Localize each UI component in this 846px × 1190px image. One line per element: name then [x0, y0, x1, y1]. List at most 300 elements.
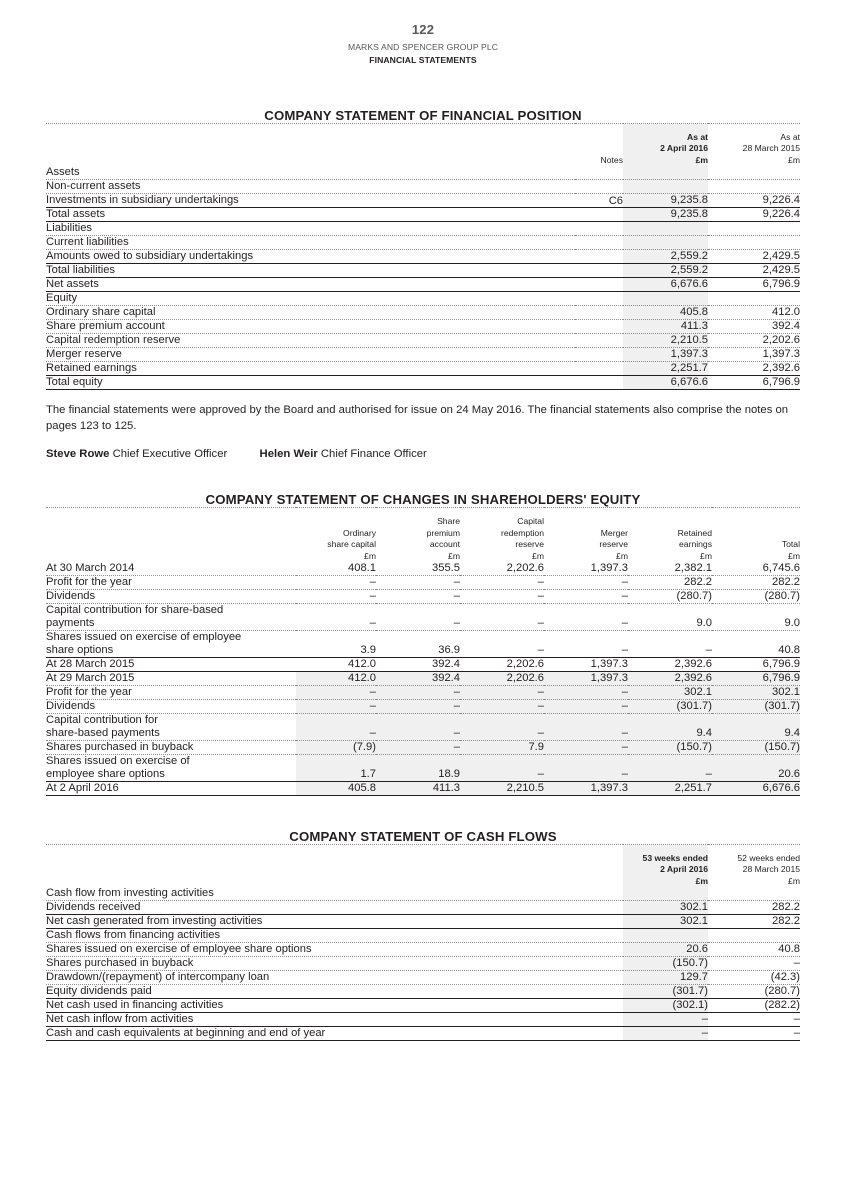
row-value-2016: 1,397.3	[623, 348, 708, 362]
row-label-line1: Dividends	[46, 590, 96, 603]
row-value-2016: –	[623, 1027, 708, 1041]
row-label	[46, 755, 296, 782]
col-header-as-at-2015	[708, 132, 800, 166]
row-note-reference	[575, 236, 623, 250]
row-value-2016: –	[623, 1013, 708, 1027]
row-value-5: 282.2	[628, 576, 712, 590]
table-row	[46, 887, 800, 901]
row-value-2016	[623, 166, 708, 180]
row-value-6: (150.7)	[712, 741, 800, 755]
row-value-2015: –	[708, 1013, 800, 1027]
row-value-3: –	[460, 590, 544, 604]
row-value-4: –	[544, 700, 628, 714]
row-label-line1: At 29 March 2015	[46, 672, 135, 685]
col-header-line: Retained	[677, 527, 712, 538]
row-value-5: 2,251.7	[628, 782, 712, 796]
row-value-2016: 2,251.7	[623, 362, 708, 376]
row-note-reference	[575, 166, 623, 180]
table-row	[46, 562, 800, 576]
col-header-line: earnings	[679, 539, 712, 550]
row-label-line1: At 28 March 2015	[46, 658, 135, 671]
row-value-2016: 9,235.8	[623, 208, 708, 222]
row-value-3: –	[460, 714, 544, 741]
row-label: Total assets	[46, 208, 575, 222]
row-value-2015: 392.4	[708, 320, 800, 334]
changes-in-equity-table	[46, 507, 800, 796]
table-row	[46, 658, 800, 672]
row-value-3: 2,210.5	[460, 782, 544, 796]
table-row	[46, 278, 800, 292]
page-number: 122	[411, 22, 435, 37]
row-value-2016: (301.7)	[623, 985, 708, 999]
row-value-1: (7.9)	[296, 741, 376, 755]
header-labels-row	[46, 132, 800, 166]
financial-position-tbody	[46, 166, 800, 390]
row-label	[46, 562, 296, 576]
col-header-line: Share	[437, 516, 460, 527]
row-label	[46, 741, 296, 755]
row-value-4: –	[544, 576, 628, 590]
row-value-2016	[623, 929, 708, 943]
table-row	[46, 782, 800, 796]
weeks-2016-line2: 2 April 2016	[660, 864, 708, 875]
as-at-2016-line2: 2 April 2016	[660, 143, 708, 154]
row-value-6: 302.1	[712, 686, 800, 700]
col-header-line: £m	[700, 550, 712, 561]
row-value-5: 302.1	[628, 686, 712, 700]
col-header-as-at-2016	[623, 132, 708, 166]
table-row	[46, 180, 800, 194]
table-row	[46, 376, 800, 390]
row-label: Amounts owed to subsidiary undertakings	[46, 250, 575, 264]
row-value-4: –	[544, 590, 628, 604]
row-value-2015	[708, 222, 800, 236]
row-value-2016: 129.7	[623, 971, 708, 985]
row-value-2016: 6,676.6	[623, 376, 708, 390]
row-label: Retained earnings	[46, 362, 575, 376]
row-note-reference	[575, 292, 623, 306]
table-row	[46, 250, 800, 264]
row-label	[46, 576, 296, 590]
row-label-line2: payments	[46, 617, 95, 630]
row-value-3: 2,202.6	[460, 562, 544, 576]
row-label-line1: At 2 April 2016	[46, 782, 119, 795]
row-label	[46, 631, 296, 658]
col-header-line: reserve	[599, 539, 628, 550]
row-value-2016	[623, 180, 708, 194]
col-header-line: £m	[788, 550, 800, 561]
row-value-6: 282.2	[712, 576, 800, 590]
row-value-4: –	[544, 714, 628, 741]
row-value-2016: 2,559.2	[623, 250, 708, 264]
row-label-line1: Shares issued on exercise of	[46, 755, 190, 768]
table-row	[46, 236, 800, 250]
changes-in-equity-table-wrap	[0, 507, 846, 796]
col-header-line: Merger	[600, 527, 628, 538]
row-label: Net cash used in financing activities	[46, 999, 623, 1013]
col-header-5	[628, 516, 712, 562]
row-value-1: –	[296, 700, 376, 714]
row-value-2016	[623, 222, 708, 236]
as-at-2015-unit: £m	[788, 154, 800, 165]
row-note-reference	[575, 320, 623, 334]
changes-in-equity-thead	[46, 508, 800, 562]
row-value-5: 2,392.6	[628, 672, 712, 686]
row-value-2015	[708, 292, 800, 306]
table-row	[46, 576, 800, 590]
table-row	[46, 999, 800, 1013]
col-header-line: share capital	[327, 539, 376, 550]
weeks-2016-unit: £m	[695, 875, 708, 886]
cash-flows-tbody	[46, 887, 800, 1041]
financial-position-thead	[46, 124, 800, 167]
row-label: Investments in subsidiary undertakings	[46, 194, 575, 208]
row-value-1: 412.0	[296, 672, 376, 686]
as-at-2016-line1: As at	[686, 132, 708, 142]
row-label: Cash and cash equivalents at beginning and end of year	[46, 1027, 623, 1041]
row-value-3: 2,202.6	[460, 672, 544, 686]
running-head	[0, 0, 846, 65]
row-value-2016: 405.8	[623, 306, 708, 320]
row-note-reference	[575, 208, 623, 222]
table-row	[46, 755, 800, 782]
row-label: Merger reserve	[46, 348, 575, 362]
row-value-2: –	[376, 604, 460, 631]
table-row	[46, 320, 800, 334]
row-note-reference	[575, 334, 623, 348]
row-note-reference	[575, 264, 623, 278]
header-row	[46, 508, 800, 517]
row-label-line2: share options	[46, 644, 114, 657]
row-note-reference	[575, 222, 623, 236]
table-row	[46, 306, 800, 320]
table-row	[46, 264, 800, 278]
row-value-5: (280.7)	[628, 590, 712, 604]
row-label: Net assets	[46, 278, 575, 292]
row-value-6: 9.4	[712, 714, 800, 741]
row-note-reference	[575, 250, 623, 264]
row-value-4: 1,397.3	[544, 782, 628, 796]
row-value-3: –	[460, 631, 544, 658]
row-value-2016: 20.6	[623, 943, 708, 957]
row-label: Shares purchased in buyback	[46, 957, 623, 971]
table-row	[46, 700, 800, 714]
row-label	[46, 604, 296, 631]
col-header-notes: Notes	[600, 154, 623, 165]
header-row	[46, 845, 800, 854]
row-value-4: –	[544, 604, 628, 631]
table-row	[46, 1027, 800, 1041]
table-row	[46, 348, 800, 362]
row-note-reference	[575, 348, 623, 362]
signatory-1-role: Chief Executive Officer	[112, 448, 228, 461]
row-value-4: 1,397.3	[544, 562, 628, 576]
row-note-reference	[575, 180, 623, 194]
row-value-2016: 9,235.8	[623, 194, 708, 208]
row-value-3: –	[460, 604, 544, 631]
as-at-2016-unit: £m	[695, 154, 708, 165]
row-value-2: 355.5	[376, 562, 460, 576]
cash-flows-table-wrap	[0, 844, 846, 1041]
row-value-1: 412.0	[296, 658, 376, 672]
approval-paragraph: The financial statements were approved by the Board and authorised for issue on 24 May 2016. The financial statements also comprise the notes on pages 123 to 125.	[46, 404, 789, 432]
row-value-2015: –	[708, 957, 800, 971]
row-value-6: 9.0	[712, 604, 800, 631]
table-row	[46, 208, 800, 222]
row-value-2015: 6,796.9	[708, 278, 800, 292]
col-header-6	[712, 516, 800, 562]
row-label: Liabilities	[46, 222, 575, 236]
row-value-2016: 302.1	[623, 915, 708, 929]
row-label: Drawdown/(repayment) of intercompany loan	[46, 971, 623, 985]
row-note-reference	[575, 362, 623, 376]
col-header-4	[544, 516, 628, 562]
row-label-line2: share-based payments	[46, 727, 160, 740]
row-label	[46, 714, 296, 741]
section-name: FINANCIAL STATEMENTS	[369, 55, 477, 65]
row-value-1: –	[296, 604, 376, 631]
row-label: Equity	[46, 292, 575, 306]
row-label: Total equity	[46, 376, 575, 390]
signatory-2-role: Chief Finance Officer	[320, 448, 427, 461]
financial-position-title: COMPANY STATEMENT OF FINANCIAL POSITION	[264, 108, 582, 123]
row-label: Ordinary share capital	[46, 306, 575, 320]
financial-position-table	[46, 123, 800, 390]
row-value-2016: (302.1)	[623, 999, 708, 1013]
col-header-line: premium	[426, 527, 460, 538]
row-value-2015	[708, 180, 800, 194]
row-label: Dividends received	[46, 901, 623, 915]
row-value-1: 408.1	[296, 562, 376, 576]
col-header-line: reserve	[515, 539, 544, 550]
row-label: Assets	[46, 166, 575, 180]
col-header-52-weeks	[708, 853, 800, 887]
row-value-2016: (150.7)	[623, 957, 708, 971]
row-label-line1: Dividends	[46, 700, 96, 713]
row-label	[46, 590, 296, 604]
table-row	[46, 957, 800, 971]
row-value-2015: 2,392.6	[708, 362, 800, 376]
row-value-6: (301.7)	[712, 700, 800, 714]
row-note-reference: C6	[575, 194, 623, 208]
row-value-2015: 40.8	[708, 943, 800, 957]
as-at-2015-line1: As at	[780, 132, 800, 142]
row-value-4: 1,397.3	[544, 658, 628, 672]
row-value-2015: 2,429.5	[708, 264, 800, 278]
row-value-3: –	[460, 686, 544, 700]
row-value-2015: (280.7)	[708, 985, 800, 999]
row-value-1: –	[296, 714, 376, 741]
row-value-5: 9.4	[628, 714, 712, 741]
row-value-2015	[708, 929, 800, 943]
row-label: Total liabilities	[46, 264, 575, 278]
row-value-6: 6,676.6	[712, 782, 800, 796]
row-value-2016	[623, 236, 708, 250]
row-label: Cash flows from financing activities	[46, 929, 623, 943]
row-value-2: –	[376, 576, 460, 590]
row-note-reference	[575, 376, 623, 390]
row-value-2015: (282.2)	[708, 999, 800, 1013]
table-row	[46, 686, 800, 700]
row-value-4: –	[544, 686, 628, 700]
changes-in-equity-tbody	[46, 562, 800, 796]
row-label	[46, 672, 296, 686]
table-row	[46, 194, 800, 208]
table-row	[46, 741, 800, 755]
row-value-2: –	[376, 741, 460, 755]
row-value-2: –	[376, 714, 460, 741]
row-label-line1: Shares purchased in buyback	[46, 741, 194, 754]
row-value-1: 3.9	[296, 631, 376, 658]
col-header-3	[460, 516, 544, 562]
row-value-2015	[708, 887, 800, 901]
row-value-5: 2,382.1	[628, 562, 712, 576]
row-value-2016: 2,559.2	[623, 264, 708, 278]
row-value-4: –	[544, 741, 628, 755]
row-label-line1: Capital contribution for share-based	[46, 604, 224, 617]
row-value-5: 9.0	[628, 604, 712, 631]
row-value-5: –	[628, 755, 712, 782]
weeks-2016-line1: 53 weeks ended	[642, 853, 708, 864]
row-label-line2: employee share options	[46, 768, 165, 781]
row-value-2: –	[376, 590, 460, 604]
row-value-2: –	[376, 686, 460, 700]
row-label: Cash flow from investing activities	[46, 887, 623, 901]
row-value-6: 20.6	[712, 755, 800, 782]
row-value-6: 6,796.9	[712, 672, 800, 686]
table-row	[46, 714, 800, 741]
as-at-2015-line2: 28 March 2015	[742, 143, 800, 154]
table-row	[46, 943, 800, 957]
row-label	[46, 782, 296, 796]
row-value-3: 7.9	[460, 741, 544, 755]
row-value-5: 2,392.6	[628, 658, 712, 672]
table-row	[46, 604, 800, 631]
signatory-2-name: Helen Weir	[259, 448, 318, 461]
table-row	[46, 590, 800, 604]
cash-flows-table	[46, 844, 800, 1041]
col-header-53-weeks	[623, 853, 708, 887]
changes-in-equity-title: COMPANY STATEMENT OF CHANGES IN SHAREHOLDERS' EQUITY	[205, 492, 641, 508]
row-value-1: 405.8	[296, 782, 376, 796]
col-header-line: Capital	[517, 516, 544, 527]
row-label-line1: Profit for the year	[46, 686, 132, 699]
row-value-2: 392.4	[376, 658, 460, 672]
row-value-3: –	[460, 576, 544, 590]
row-value-2: –	[376, 700, 460, 714]
signatory-1-name: Steve Rowe	[46, 448, 110, 461]
table-row	[46, 362, 800, 376]
weeks-2015-line2: 28 March 2015	[742, 864, 800, 875]
row-value-2015: –	[708, 1027, 800, 1041]
row-label	[46, 658, 296, 672]
row-value-6: (280.7)	[712, 590, 800, 604]
row-value-6: 6,745.6	[712, 562, 800, 576]
row-value-2: 411.3	[376, 782, 460, 796]
table-row	[46, 915, 800, 929]
row-value-2016: 302.1	[623, 901, 708, 915]
row-value-4: –	[544, 631, 628, 658]
financial-position-table-wrap	[0, 123, 846, 390]
row-value-5: –	[628, 631, 712, 658]
weeks-2015-unit: £m	[788, 875, 800, 886]
col-header-line: £m	[532, 550, 544, 561]
row-value-2015	[708, 166, 800, 180]
row-label-line1: Capital contribution for	[46, 714, 158, 727]
row-value-2015: 1,397.3	[708, 348, 800, 362]
row-value-1: 1.7	[296, 755, 376, 782]
row-value-2016	[623, 887, 708, 901]
company-name: MARKS AND SPENCER GROUP PLC	[347, 42, 499, 52]
col-header-line: account	[429, 539, 460, 550]
col-header-line: £m	[616, 550, 628, 561]
row-label: Net cash generated from investing activities	[46, 915, 623, 929]
table-row	[46, 971, 800, 985]
row-value-2015: 9,226.4	[708, 208, 800, 222]
table-row	[46, 1013, 800, 1027]
row-value-1: –	[296, 576, 376, 590]
row-label: Capital redemption reserve	[46, 334, 575, 348]
row-label: Non-current assets	[46, 180, 575, 194]
col-header-2	[376, 516, 460, 562]
row-value-6: 40.8	[712, 631, 800, 658]
row-value-2015: 2,429.5	[708, 250, 800, 264]
row-value-2016: 6,676.6	[623, 278, 708, 292]
header-row	[46, 124, 800, 133]
signatories	[0, 448, 846, 460]
row-label: Share premium account	[46, 320, 575, 334]
row-value-2015: 9,226.4	[708, 194, 800, 208]
row-label	[46, 700, 296, 714]
row-value-2016: 2,210.5	[623, 334, 708, 348]
cash-flows-title: COMPANY STATEMENT OF CASH FLOWS	[289, 829, 557, 845]
table-row	[46, 672, 800, 686]
row-label-line1: Profit for the year	[46, 576, 132, 589]
row-value-5: (301.7)	[628, 700, 712, 714]
row-label-line1: At 30 March 2014	[46, 562, 135, 575]
table-row	[46, 166, 800, 180]
table-row	[46, 631, 800, 658]
row-value-2015	[708, 236, 800, 250]
col-header-line: Ordinary	[343, 527, 376, 538]
row-value-6: 6,796.9	[712, 658, 800, 672]
row-value-2: 36.9	[376, 631, 460, 658]
row-value-2015: 6,796.9	[708, 376, 800, 390]
row-value-1: –	[296, 590, 376, 604]
row-value-5: (150.7)	[628, 741, 712, 755]
table-row	[46, 292, 800, 306]
row-value-3: 2,202.6	[460, 658, 544, 672]
col-header-line: £m	[364, 550, 376, 561]
row-note-reference	[575, 278, 623, 292]
row-value-2015: (42.3)	[708, 971, 800, 985]
col-header-line: Total	[781, 539, 800, 550]
row-label-line1: Shares issued on exercise of employee	[46, 631, 242, 644]
table-row	[46, 929, 800, 943]
row-value-2016: 411.3	[623, 320, 708, 334]
row-value-3: –	[460, 755, 544, 782]
cash-flows-thead	[46, 845, 800, 888]
table-row	[46, 334, 800, 348]
header-labels-row	[46, 516, 800, 562]
table-row	[46, 222, 800, 236]
col-header-1	[296, 516, 376, 562]
row-value-1: –	[296, 686, 376, 700]
col-header-line: redemption	[501, 527, 544, 538]
row-value-2016	[623, 292, 708, 306]
row-value-4: –	[544, 755, 628, 782]
row-value-2015: 282.2	[708, 915, 800, 929]
